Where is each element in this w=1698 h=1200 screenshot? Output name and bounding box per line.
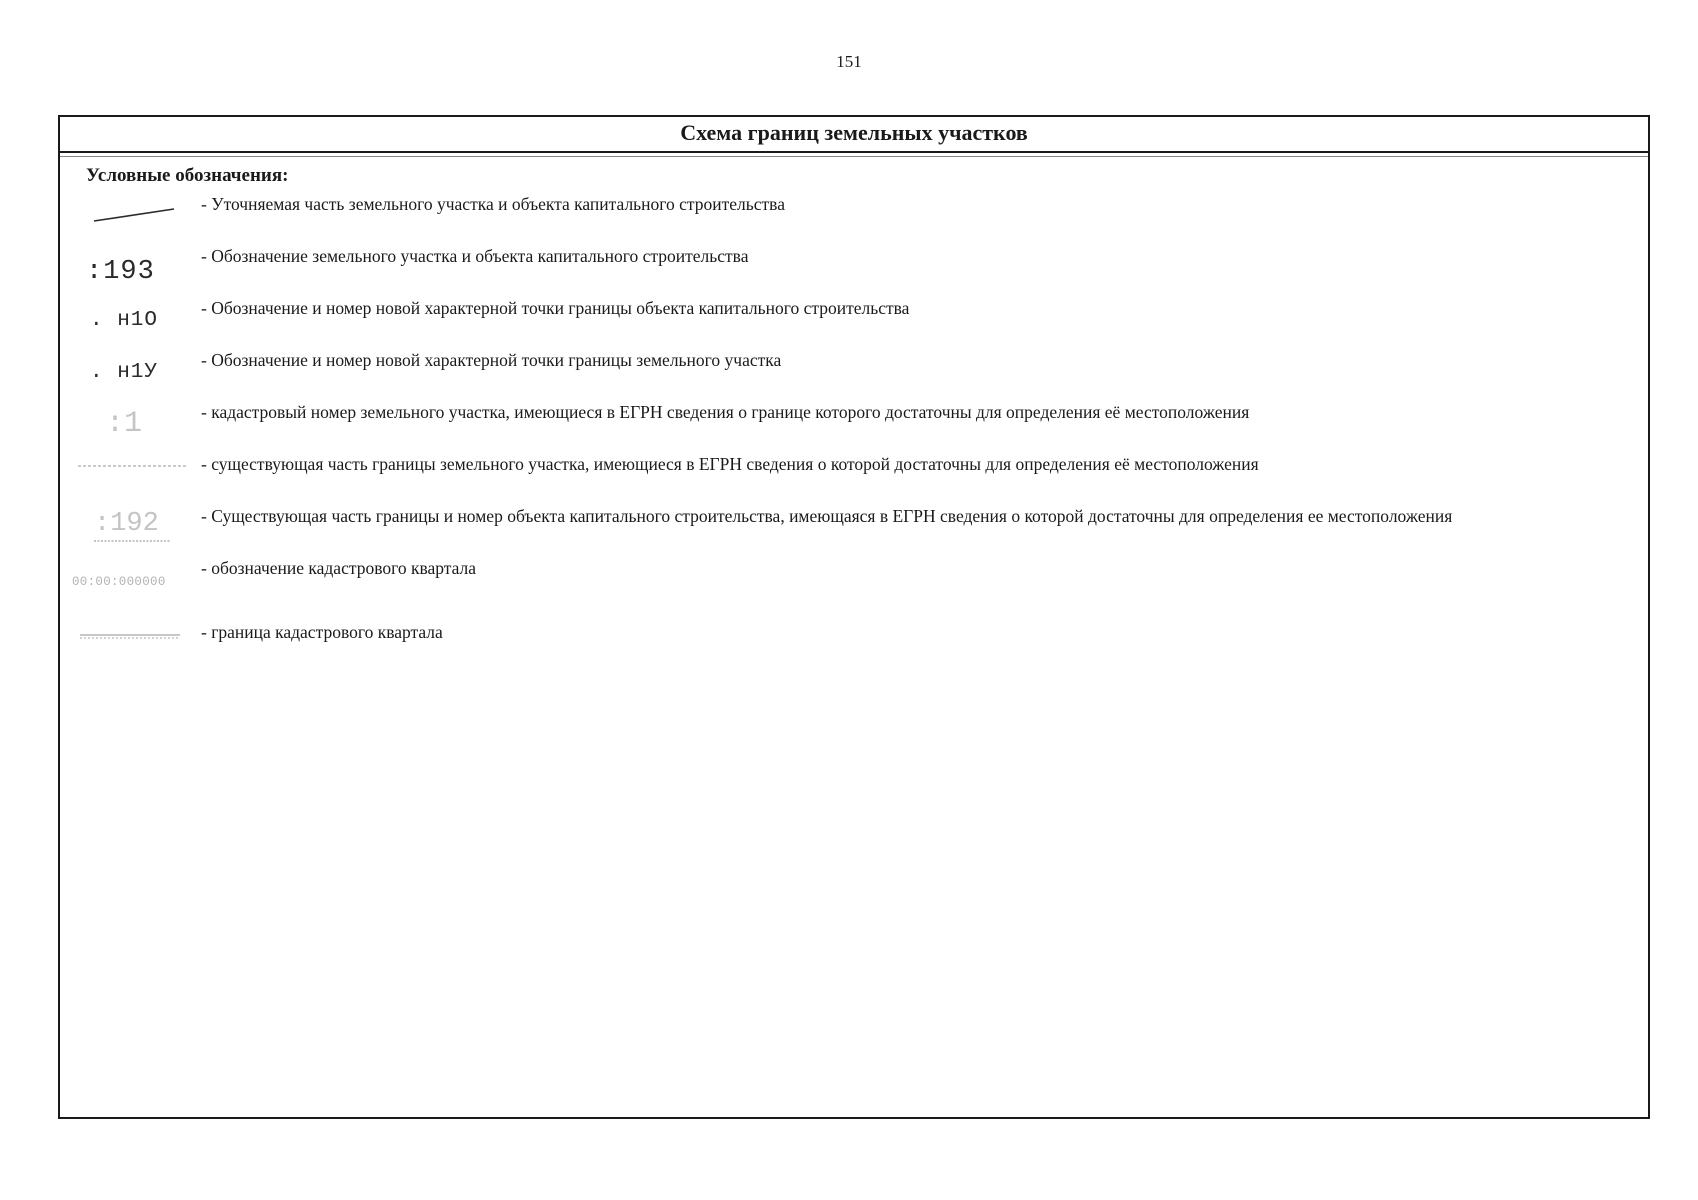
legend-item-parcel-point xyxy=(86,349,1626,401)
legend-heading: Условные обозначения: xyxy=(86,165,289,186)
legend-text: - обозначение кадастрового квартала xyxy=(201,558,477,578)
refined-line-icon xyxy=(86,193,201,237)
legend-text: - граница кадастрового квартала xyxy=(201,622,443,642)
legend-item-quarter-label xyxy=(72,557,1626,601)
parcel-point-label: . н1У xyxy=(90,361,159,384)
scheme-title: Схема границ земельных участков xyxy=(60,117,1648,153)
existing-boundary-icon xyxy=(86,453,201,497)
legend-item-building-point xyxy=(86,297,1626,349)
legend-text: - существующая часть границы земельного участка, имеющиеся в ЕГРН сведения о которой достаточны для определения её местоположения xyxy=(201,454,1259,474)
existing-boundary-symbol xyxy=(86,453,201,497)
legend-item-existing-building xyxy=(86,505,1626,557)
legend-text: - Обозначение и номер новой характерной точки границы объекта капитального строительства xyxy=(201,298,910,318)
legend-item-refined-part xyxy=(86,193,1626,245)
legend xyxy=(72,165,1626,673)
legend-item-cadastral-number xyxy=(86,401,1626,453)
quarter-boundary-icon xyxy=(86,621,201,665)
legend-text: - Уточняемая часть земельного участка и объекта капитального строительства xyxy=(201,194,785,214)
title-divider xyxy=(60,156,1648,157)
parcel-label-symbol xyxy=(86,245,201,289)
legend-item-parcel-label xyxy=(86,245,1626,297)
building-point-symbol xyxy=(86,297,201,341)
legend-item-existing-boundary xyxy=(86,453,1626,505)
existing-building-symbol xyxy=(86,505,201,549)
quarter-label-symbol xyxy=(72,557,201,601)
scheme-frame xyxy=(58,115,1650,1119)
legend-text: - Существующая часть границы и номер объекта капитального строительства, имеющаяся в ЕГРН сведения о которой достаточны для определения ее местоположения xyxy=(201,506,1453,526)
cadastral-number-label: :1 xyxy=(106,407,143,441)
page-number: 151 xyxy=(836,52,862,71)
legend-text: - Обозначение земельного участка и объекта капитального строительства xyxy=(201,246,749,266)
building-point-label: . н1О xyxy=(90,309,159,332)
legend-text: - Обозначение и номер новой характерной точки границы земельного участка xyxy=(201,350,782,370)
legend-text: - кадастровый номер земельного участка, имеющиеся в ЕГРН сведения о границе которого достаточны для определения её местоположения xyxy=(201,402,1250,422)
parcel-number-label: :193 xyxy=(86,257,155,287)
quarter-number-label: 00:00:000000 xyxy=(72,575,166,589)
quarter-boundary-symbol xyxy=(86,621,201,665)
legend-item-quarter-boundary xyxy=(86,621,1626,673)
cadastral-number-symbol xyxy=(86,401,201,445)
refined-line-symbol xyxy=(86,193,201,237)
existing-building-label: :192 xyxy=(94,509,159,539)
parcel-point-symbol xyxy=(86,349,201,393)
existing-building-line-icon xyxy=(86,505,201,549)
